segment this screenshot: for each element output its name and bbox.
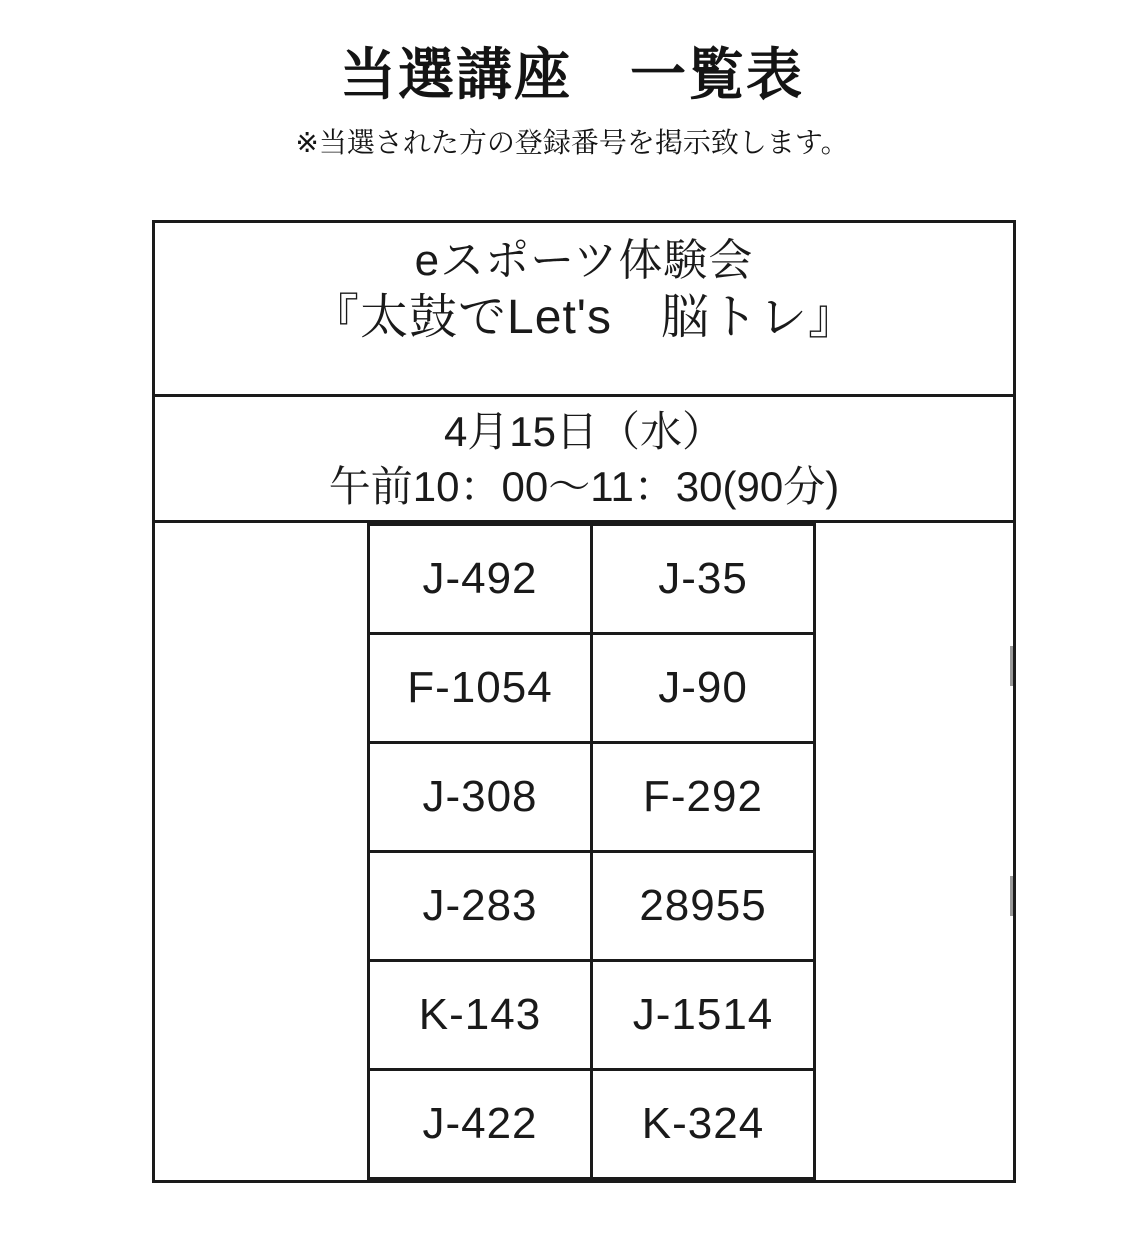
session-time: 午前10：00〜11：30(90分) <box>328 462 840 510</box>
row-right-spacer <box>815 525 1029 634</box>
page-note: ※当選された方の登録番号を掲示致します。 <box>295 126 849 158</box>
course-name-line2: 『太鼓でLet's 脳トレ』 <box>311 291 857 344</box>
course-name-line1: eスポーツ体験会 <box>414 236 754 285</box>
session-date: 4月15日（水） <box>443 408 725 455</box>
row-left-spacer <box>155 852 369 961</box>
winner-code: J-492 <box>369 525 592 634</box>
row-left-spacer <box>155 743 369 852</box>
winner-code: J-1514 <box>592 961 815 1070</box>
table-row <box>155 525 1028 634</box>
table-row <box>155 852 1028 961</box>
winner-code: J-308 <box>369 743 592 852</box>
scan-artifact <box>1010 646 1013 686</box>
winners-table <box>155 523 1028 1180</box>
document-page <box>0 43 1144 1246</box>
winner-code: 28955 <box>592 852 815 961</box>
page-title: 当選講座 一覧表 <box>340 43 804 106</box>
table-row <box>155 743 1028 852</box>
winners-table-container <box>152 220 1016 1183</box>
winner-code: J-422 <box>369 1070 592 1179</box>
winner-code: K-324 <box>592 1070 815 1179</box>
session-header <box>155 397 1013 523</box>
winner-code: J-35 <box>592 525 815 634</box>
table-row <box>155 634 1028 743</box>
scan-artifact <box>1010 876 1013 916</box>
row-right-spacer <box>815 1070 1029 1179</box>
row-right-spacer <box>815 961 1029 1070</box>
winner-code: F-1054 <box>369 634 592 743</box>
table-row <box>155 1070 1028 1179</box>
winner-code: F-292 <box>592 743 815 852</box>
row-right-spacer <box>815 634 1029 743</box>
row-left-spacer <box>155 525 369 634</box>
row-right-spacer <box>815 852 1029 961</box>
row-left-spacer <box>155 1070 369 1179</box>
course-header <box>155 223 1013 397</box>
winner-code: J-90 <box>592 634 815 743</box>
row-right-spacer <box>815 743 1029 852</box>
row-left-spacer <box>155 634 369 743</box>
table-row <box>155 961 1028 1070</box>
winner-code: J-283 <box>369 852 592 961</box>
winner-code: K-143 <box>369 961 592 1070</box>
row-left-spacer <box>155 961 369 1070</box>
